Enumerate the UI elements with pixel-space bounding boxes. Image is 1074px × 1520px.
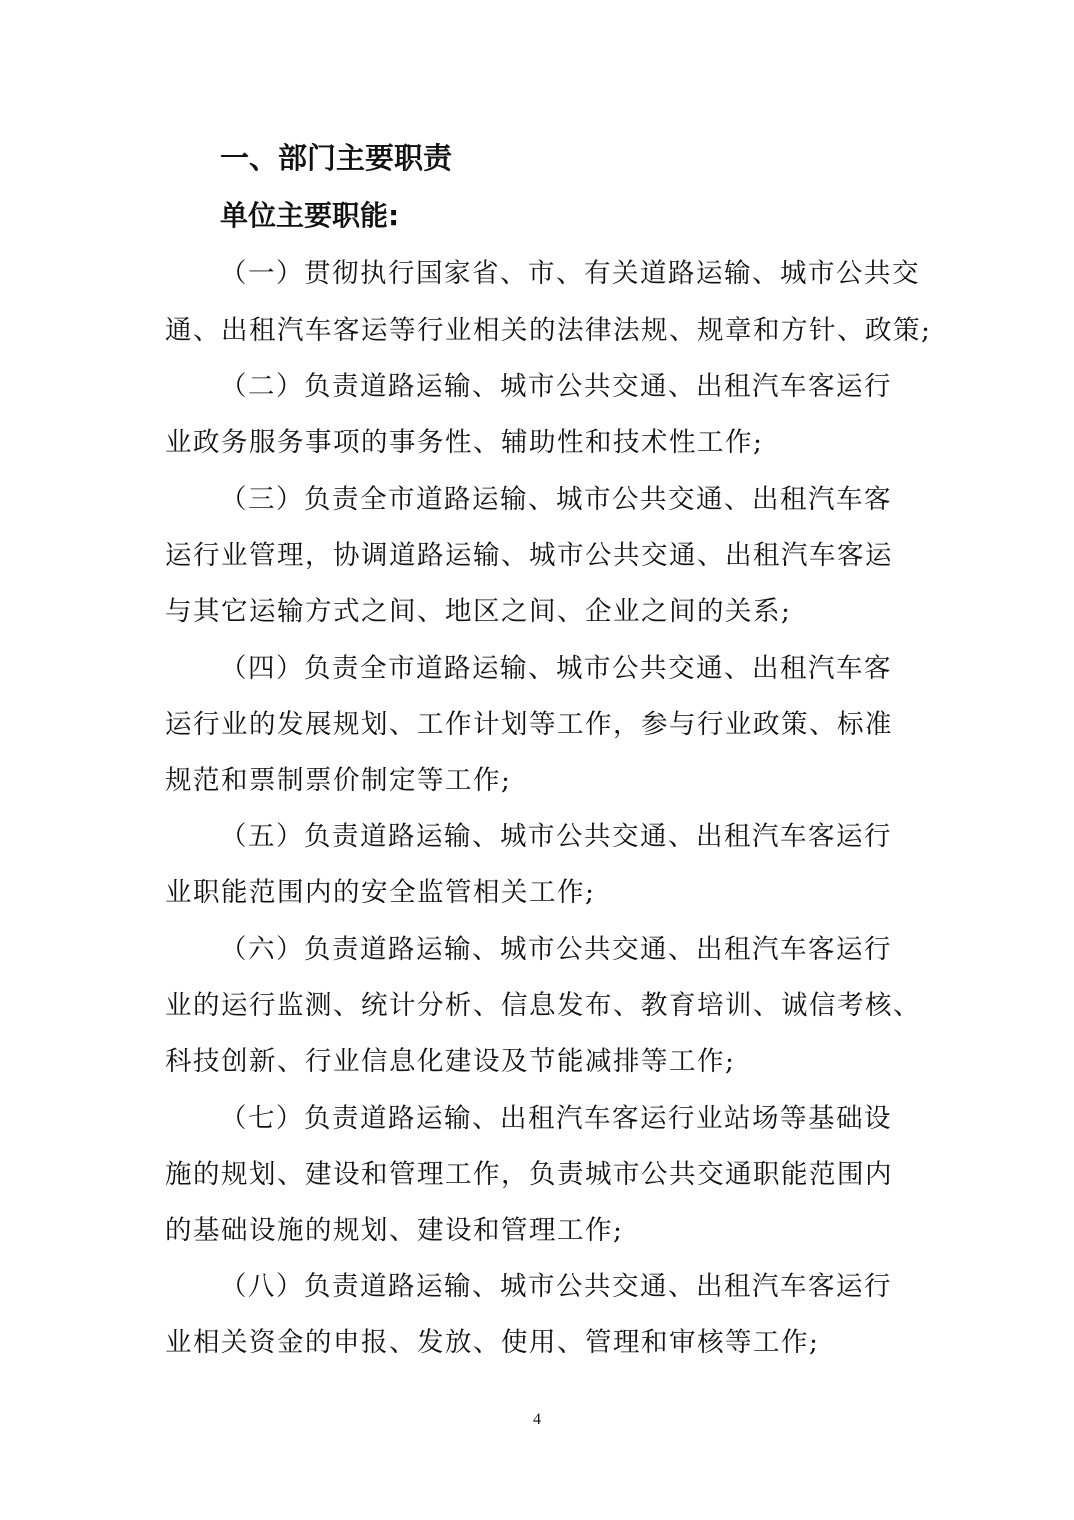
section-subheading: 单位主要职能:	[220, 199, 400, 232]
paragraph-line: 运行业的发展规划、工作计划等工作，参与行业政策、标准	[165, 709, 893, 740]
paragraph-line: （一）贯彻执行国家省、市、有关道路运输、城市公共交	[220, 258, 920, 289]
paragraph-line: 业的运行监测、统计分析、信息发布、教育培训、诚信考核、	[165, 990, 921, 1021]
paragraph-line: 通、出租汽车客运等行业相关的法律法规、规章和方针、政策;	[165, 315, 932, 346]
paragraph-line: 施的规划、建设和管理工作，负责城市公共交通职能范围内	[165, 1159, 893, 1190]
paragraph-line: 科技创新、行业信息化建设及节能减排等工作;	[165, 1046, 736, 1077]
page-number: 4	[533, 1411, 541, 1428]
paragraph-line: （八）负责道路运输、城市公共交通、出租汽车客运行	[220, 1271, 892, 1302]
paragraph-line: 的基础设施的规划、建设和管理工作;	[165, 1215, 624, 1246]
paragraph-line: 业政务服务事项的事务性、辅助性和技术性工作;	[165, 427, 764, 458]
paragraph-line: 业职能范围内的安全监管相关工作;	[165, 877, 596, 908]
paragraph-line: （六）负责道路运输、城市公共交通、出租汽车客运行	[220, 934, 892, 965]
paragraph-line: （五）负责道路运输、城市公共交通、出租汽车客运行	[220, 821, 892, 852]
paragraph-line: （二）负责道路运输、城市公共交通、出租汽车客运行	[220, 371, 892, 402]
paragraph-line: 运行业管理，协调道路运输、城市公共交通、出租汽车客运	[165, 540, 893, 571]
section-heading: 一、部门主要职责	[220, 141, 453, 175]
paragraph-line: 规范和票制票价制定等工作;	[165, 765, 512, 796]
paragraph-line: 业相关资金的申报、发放、使用、管理和审核等工作;	[165, 1327, 820, 1358]
paragraph-line: 与其它运输方式之间、地区之间、企业之间的关系;	[165, 596, 792, 627]
paragraph-line: （七）负责道路运输、出租汽车客运行业站场等基础设	[220, 1103, 892, 1134]
paragraph-line: （四）负责全市道路运输、城市公共交通、出租汽车客	[220, 653, 892, 684]
paragraph-line: （三）负责全市道路运输、城市公共交通、出租汽车客	[220, 484, 892, 515]
